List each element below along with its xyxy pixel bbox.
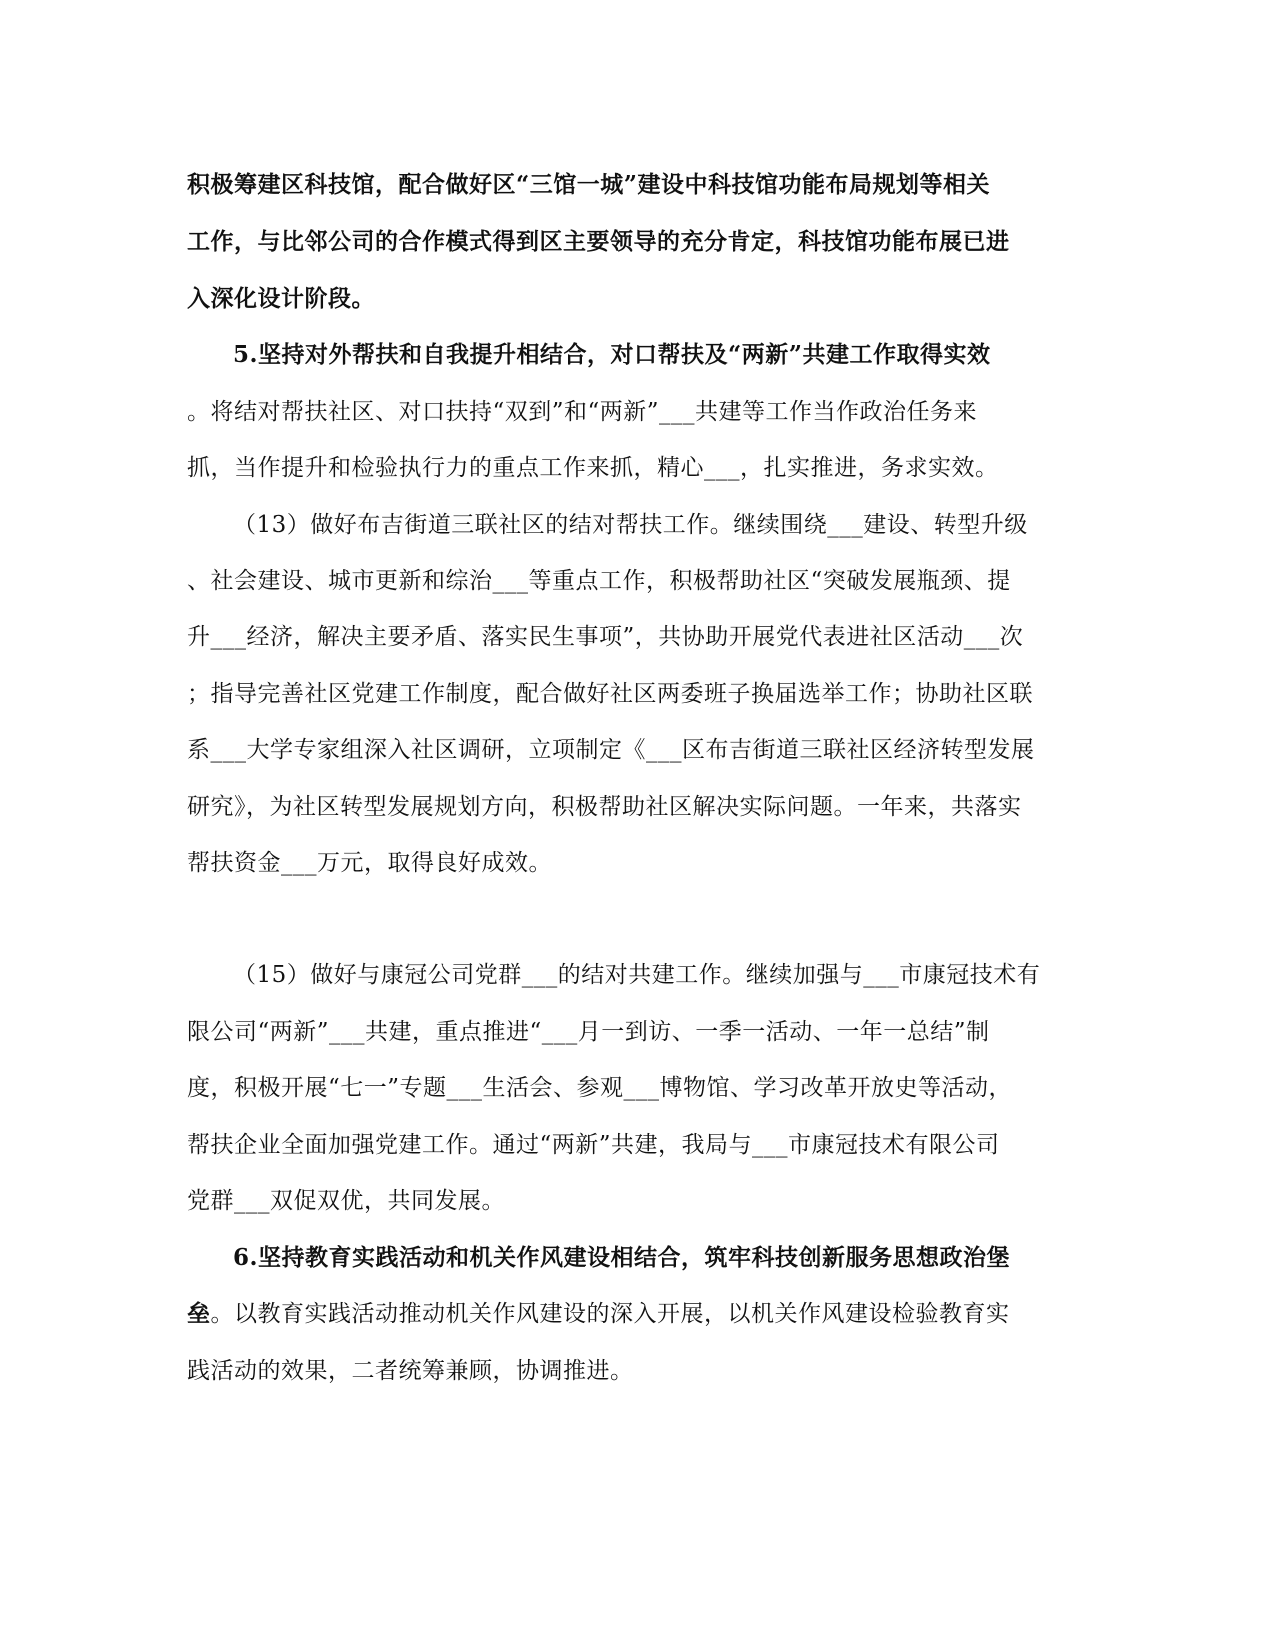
paragraph-line: 、社会建设、城市更新和综治___等重点工作，积极帮助社区“突破发展瓶颈、提 [187,568,1011,594]
paragraph-line: 帮扶企业全面加强党建工作。通过“两新”共建，我局与___市康冠技术有限公司 [187,1132,1000,1158]
paragraph-line: 践活动的效果，二者统筹兼顾，协调推进。 [187,1358,634,1384]
paragraph-line: 升___经济，解决主要矛盾、落实民生事项”，共协助开展党代表进社区活动___次 [187,624,1024,650]
paragraph-line: 。将结对帮扶社区、对口扶持“双到”和“两新”___共建等工作当作政治任务来 [187,399,978,425]
paragraph-line: 研究》，为社区转型发展规划方向，积极帮助社区解决实际问题。一年来，共落实 [187,794,1022,820]
paragraph-line: 限公司“两新”___共建，重点推进“___月一到访、一季一活动、一年一总结”制 [187,1019,990,1045]
paragraph-line: 党群___双促双优，共同发展。 [187,1188,505,1214]
paragraph-line: 帮扶资金___万元，取得良好成效。 [187,850,552,876]
paragraph-line: 抓，当作提升和检验执行力的重点工作来抓，精心___，扎实推进，务求实效。 [187,455,999,481]
paragraph-line: 入深化设计阶段。 [187,285,375,312]
paragraph-line: 积极筹建区科技馆，配合做好区“三馆一城”建设中科技馆功能布局规划等相关 [187,171,990,198]
paragraph-line: （13）做好布吉街道三联社区的结对帮扶工作。继续围绕___建设、转型升级 [233,512,1028,538]
heading-continuation: 垒 [187,1300,211,1327]
paragraph-line: （15）做好与康冠公司党群___的结对共建工作。继续加强与___市康冠技术有 [233,962,1041,988]
paragraph-line: 度，积极开展“七一”专题___生活会、参观___博物馆、学习改革开放史等活动， [187,1075,1013,1101]
paragraph-line: ；指导完善社区党建工作制度，配合做好社区两委班子换届选举工作；协助社区联 [187,681,1033,707]
paragraph-text: 。以教育实践活动推动机关作风建设的深入开展，以机关作风建设检验教育实 [210,1301,1010,1327]
paragraph-line: 系___大学专家组深入社区调研，立项制定《___区布吉街道三联社区经济转型发展 [187,737,1035,763]
paragraph-line [187,1299,1087,1329]
section-heading-6: 6.坚持教育实践活动和机关作风建设相结合，筑牢科技创新服务思想政治堡 [233,1244,1011,1271]
paragraph-line: 工作，与比邻公司的合作模式得到区主要领导的充分肯定，科技馆功能布展已进 [187,228,1010,255]
section-heading-5: 5.坚持对外帮扶和自我提升相结合，对口帮扶及“两新”共建工作取得实效 [233,341,991,368]
